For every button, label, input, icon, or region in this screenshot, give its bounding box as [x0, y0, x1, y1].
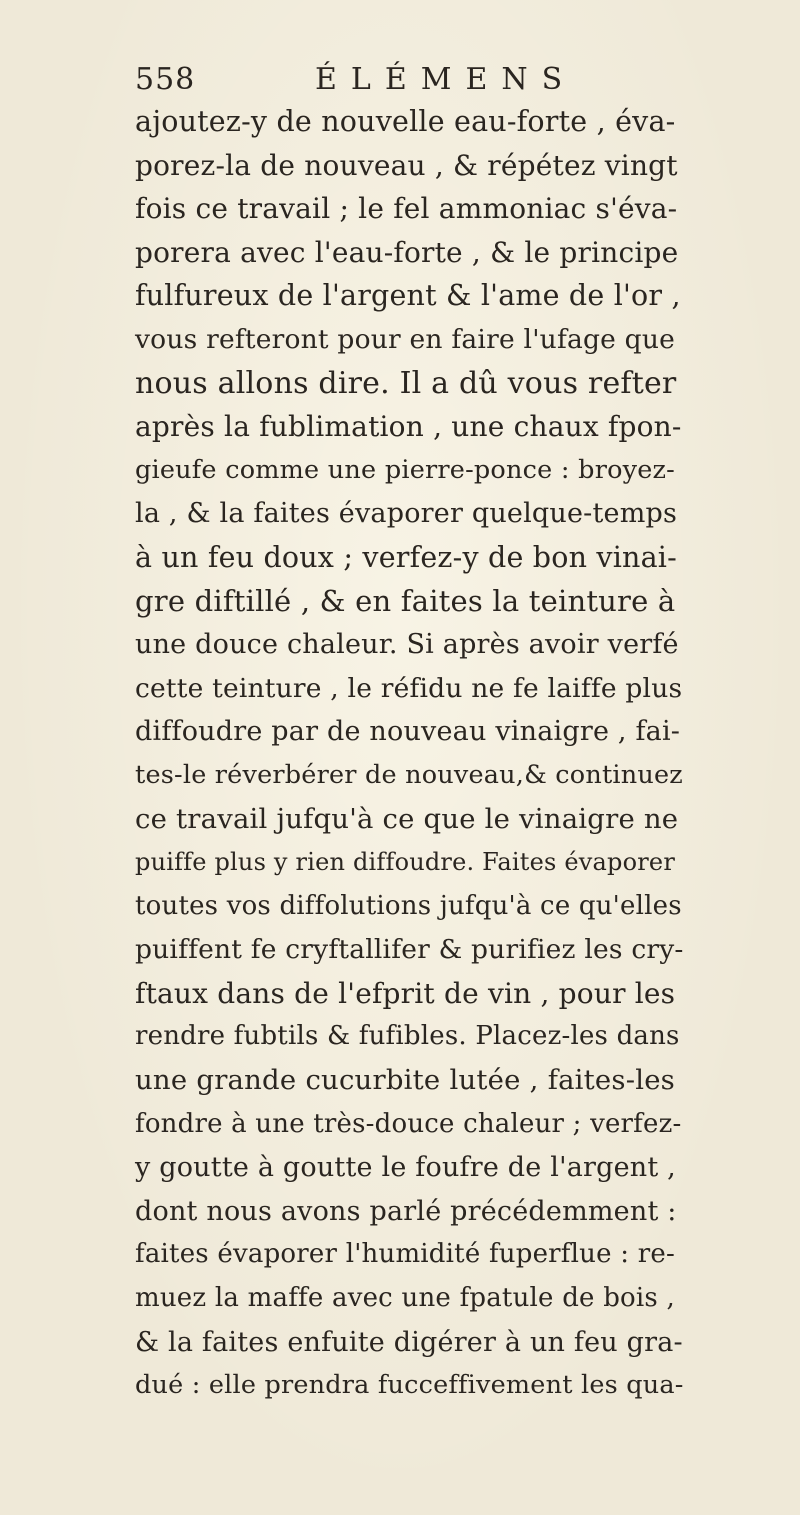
body-text: [135, 100, 684, 1408]
text-line: fondre à une très-douce chaleur ; verfez-: [135, 1108, 682, 1139]
page-number: 558: [135, 62, 196, 97]
text-line: une douce chaleur. Si après avoir verfé: [135, 629, 679, 661]
text-line: & la faites enfuite digérer à un feu gra-: [135, 1326, 683, 1358]
text-line: tes-le réverbérer de nouveau,& continuez: [135, 759, 683, 790]
text-line: vous refteront pour en faire l'ufage que: [135, 323, 675, 355]
text-line: fois ce travail ; le fel ammoniac s'éva-: [135, 192, 678, 226]
text-line: dué : elle prendra fucceffivement les qua-: [135, 1370, 684, 1401]
text-line: à un feu doux ; verfez-y de bon vinai-: [135, 540, 677, 574]
text-line: ajoutez-y de nouvelle eau-forte , éva-: [135, 105, 676, 138]
text-line: muez la maffe avec une fpatule de bois ,: [135, 1283, 675, 1314]
text-line: la , & la faites évaporer quelque-temps: [135, 498, 678, 530]
text-line: porez-la de nouveau , & répétez vingt: [135, 148, 678, 182]
text-line: fulfureux de l'argent & l'ame de l'or ,: [135, 279, 681, 313]
text-line: y goutte à goutte le foufre de l'argent ,: [135, 1152, 676, 1184]
text-line: diffoudre par de nouveau vinaigre , fai-: [135, 716, 681, 748]
text-line: ce travail jufqu'à ce que le vinaigre ne: [135, 802, 679, 835]
text-line: une grande cucurbite lutée , faites-les: [135, 1064, 675, 1097]
text-line: nous allons dire. Il a dû vous refter: [135, 365, 677, 401]
text-line: après la fublimation , une chaux fpon-: [135, 410, 682, 444]
text-line: dont nous avons parlé précédemment :: [135, 1195, 677, 1227]
text-line: toutes vos diffolutions jufqu'à ce qu'elles: [135, 890, 682, 921]
text-line: puiffe plus y rien diffoudre. Faites évaporer: [135, 848, 675, 877]
text-line: puiffent fe cryftallifer & purifiez les cry-: [135, 934, 684, 966]
text-line: faites évaporer l'humidité fuperflue : re-: [135, 1239, 675, 1270]
text-line: cette teinture , le réfidu ne fe laiffe plus: [135, 672, 683, 704]
text-line: porera avec l'eau-forte , & le principe: [135, 235, 679, 269]
text-line: ftaux dans de l'efprit de vin , pour les: [135, 976, 676, 1010]
text-line: rendre fubtils & fufibles. Placez-les dans: [135, 1021, 680, 1052]
text-line: gre diftillé , & en faites la teinture à: [135, 583, 676, 618]
running-head: ÉLÉMENS: [315, 62, 577, 97]
text-line: gieufe comme une pierre-ponce : broyez-: [135, 454, 675, 485]
